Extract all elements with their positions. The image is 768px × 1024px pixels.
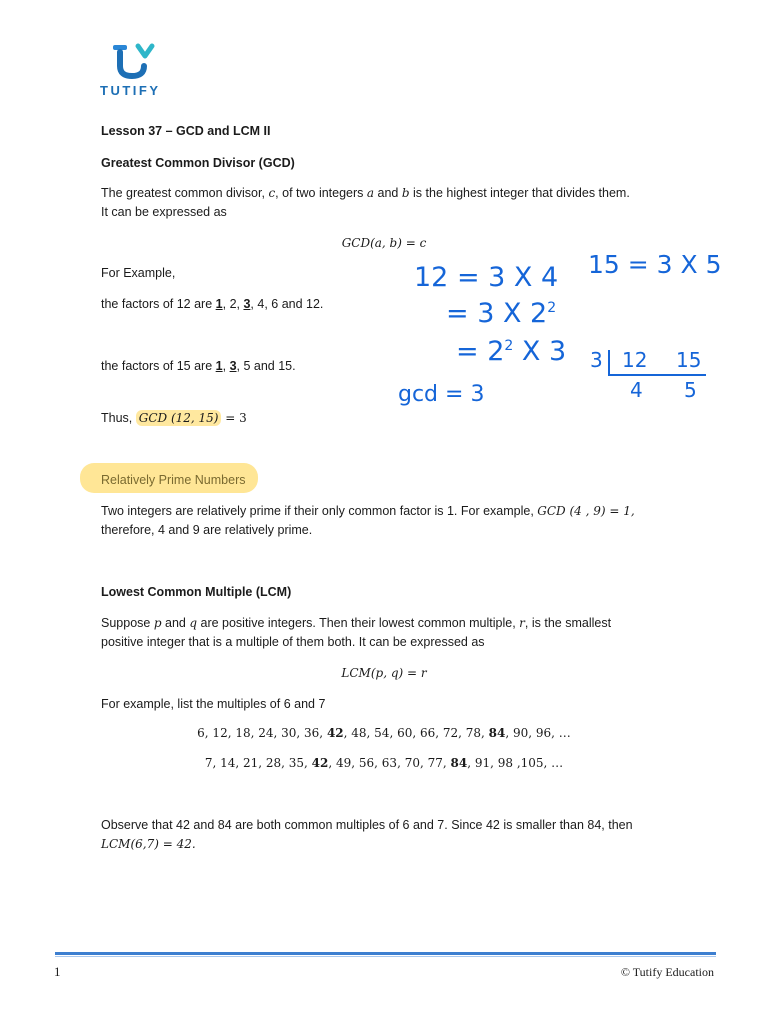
brand-name: TUTIFY — [100, 83, 161, 98]
factors-of-12: the factors of 12 are 1, 2, 3, 4, 6 and 12. — [101, 297, 324, 311]
handwritten-12-power: = 3 X $2^2$ — [446, 298, 557, 329]
handwritten-quotient-4: 4 — [630, 378, 643, 402]
lcm-line1: Suppose p and q are positive integers. Then their lowest common multiple, r, is the smallest — [101, 616, 612, 630]
gcd-formula: GCD(a, b) = c — [341, 236, 427, 250]
handwritten-15-factor: 15 = 3 X 5 — [588, 250, 722, 279]
lesson-title: Lesson 37 – GCD and LCM II — [101, 124, 271, 138]
observe-line1: Observe that 42 and 84 are both common multiples of 6 and 7. Since 42 is smaller than 84, then — [101, 818, 633, 832]
gcd-intro-line1: The greatest common divisor, c, of two integers a and b is the highest integer that divides them. — [101, 186, 630, 200]
handwritten-divisor: 3 — [590, 348, 603, 372]
multiples-of-6: 6, 12, 18, 24, 30, 36, 42, 48, 54, 60, 66, 72, 78, 84, 90, 96, … — [197, 726, 571, 740]
tutify-logo-icon — [108, 42, 158, 82]
gcd-intro-line2: It can be expressed as — [101, 205, 227, 219]
lcm-heading: Lowest Common Multiple (LCM) — [101, 585, 292, 599]
relatively-prime-line1: Two integers are relatively prime if their only common factor is 1. For example, GCD (4 , 9) = 1, — [101, 504, 635, 518]
observe-line2: LCM(6,7) = 42. — [101, 837, 196, 851]
footer-copyright: © Tutify Education — [620, 965, 714, 979]
handwritten-gcd-result: gcd = 3 — [398, 382, 485, 407]
footer-rule-shadow — [55, 956, 716, 957]
gcd-heading: Greatest Common Divisor (GCD) — [101, 156, 295, 170]
factors-of-15: the factors of 15 are 1, 3, 5 and 15. — [101, 359, 296, 373]
gcd-for-example: For Example, — [101, 266, 176, 280]
handwritten-dividend-15: 15 — [676, 348, 702, 372]
gcd-conclusion: Thus, GCD (12, 15) = 3 — [101, 411, 247, 425]
lcm-formula: LCM(p, q) = r — [341, 666, 427, 680]
footer-rule — [55, 952, 716, 955]
relatively-prime-heading: Relatively Prime Numbers — [101, 473, 246, 487]
handwritten-quotient-5: 5 — [684, 378, 697, 402]
lcm-for-example: For example, list the multiples of 6 and 7 — [101, 697, 326, 711]
page-number: 1 — [54, 964, 61, 979]
relatively-prime-line2: therefore, 4 and 9 are relatively prime. — [101, 523, 313, 537]
handwritten-dividend-12: 12 — [622, 348, 648, 372]
multiples-of-7: 7, 14, 21, 28, 35, 42, 49, 56, 63, 70, 77, 84, 91, 98 ,105, … — [204, 756, 564, 770]
handwritten-12-factor: 12 = 3 X 4 — [414, 262, 559, 293]
handwritten-12-prime: = $2^2$ X 3 — [456, 336, 567, 367]
lcm-line2: positive integer that is a multiple of them both. It can be expressed as — [101, 635, 485, 649]
